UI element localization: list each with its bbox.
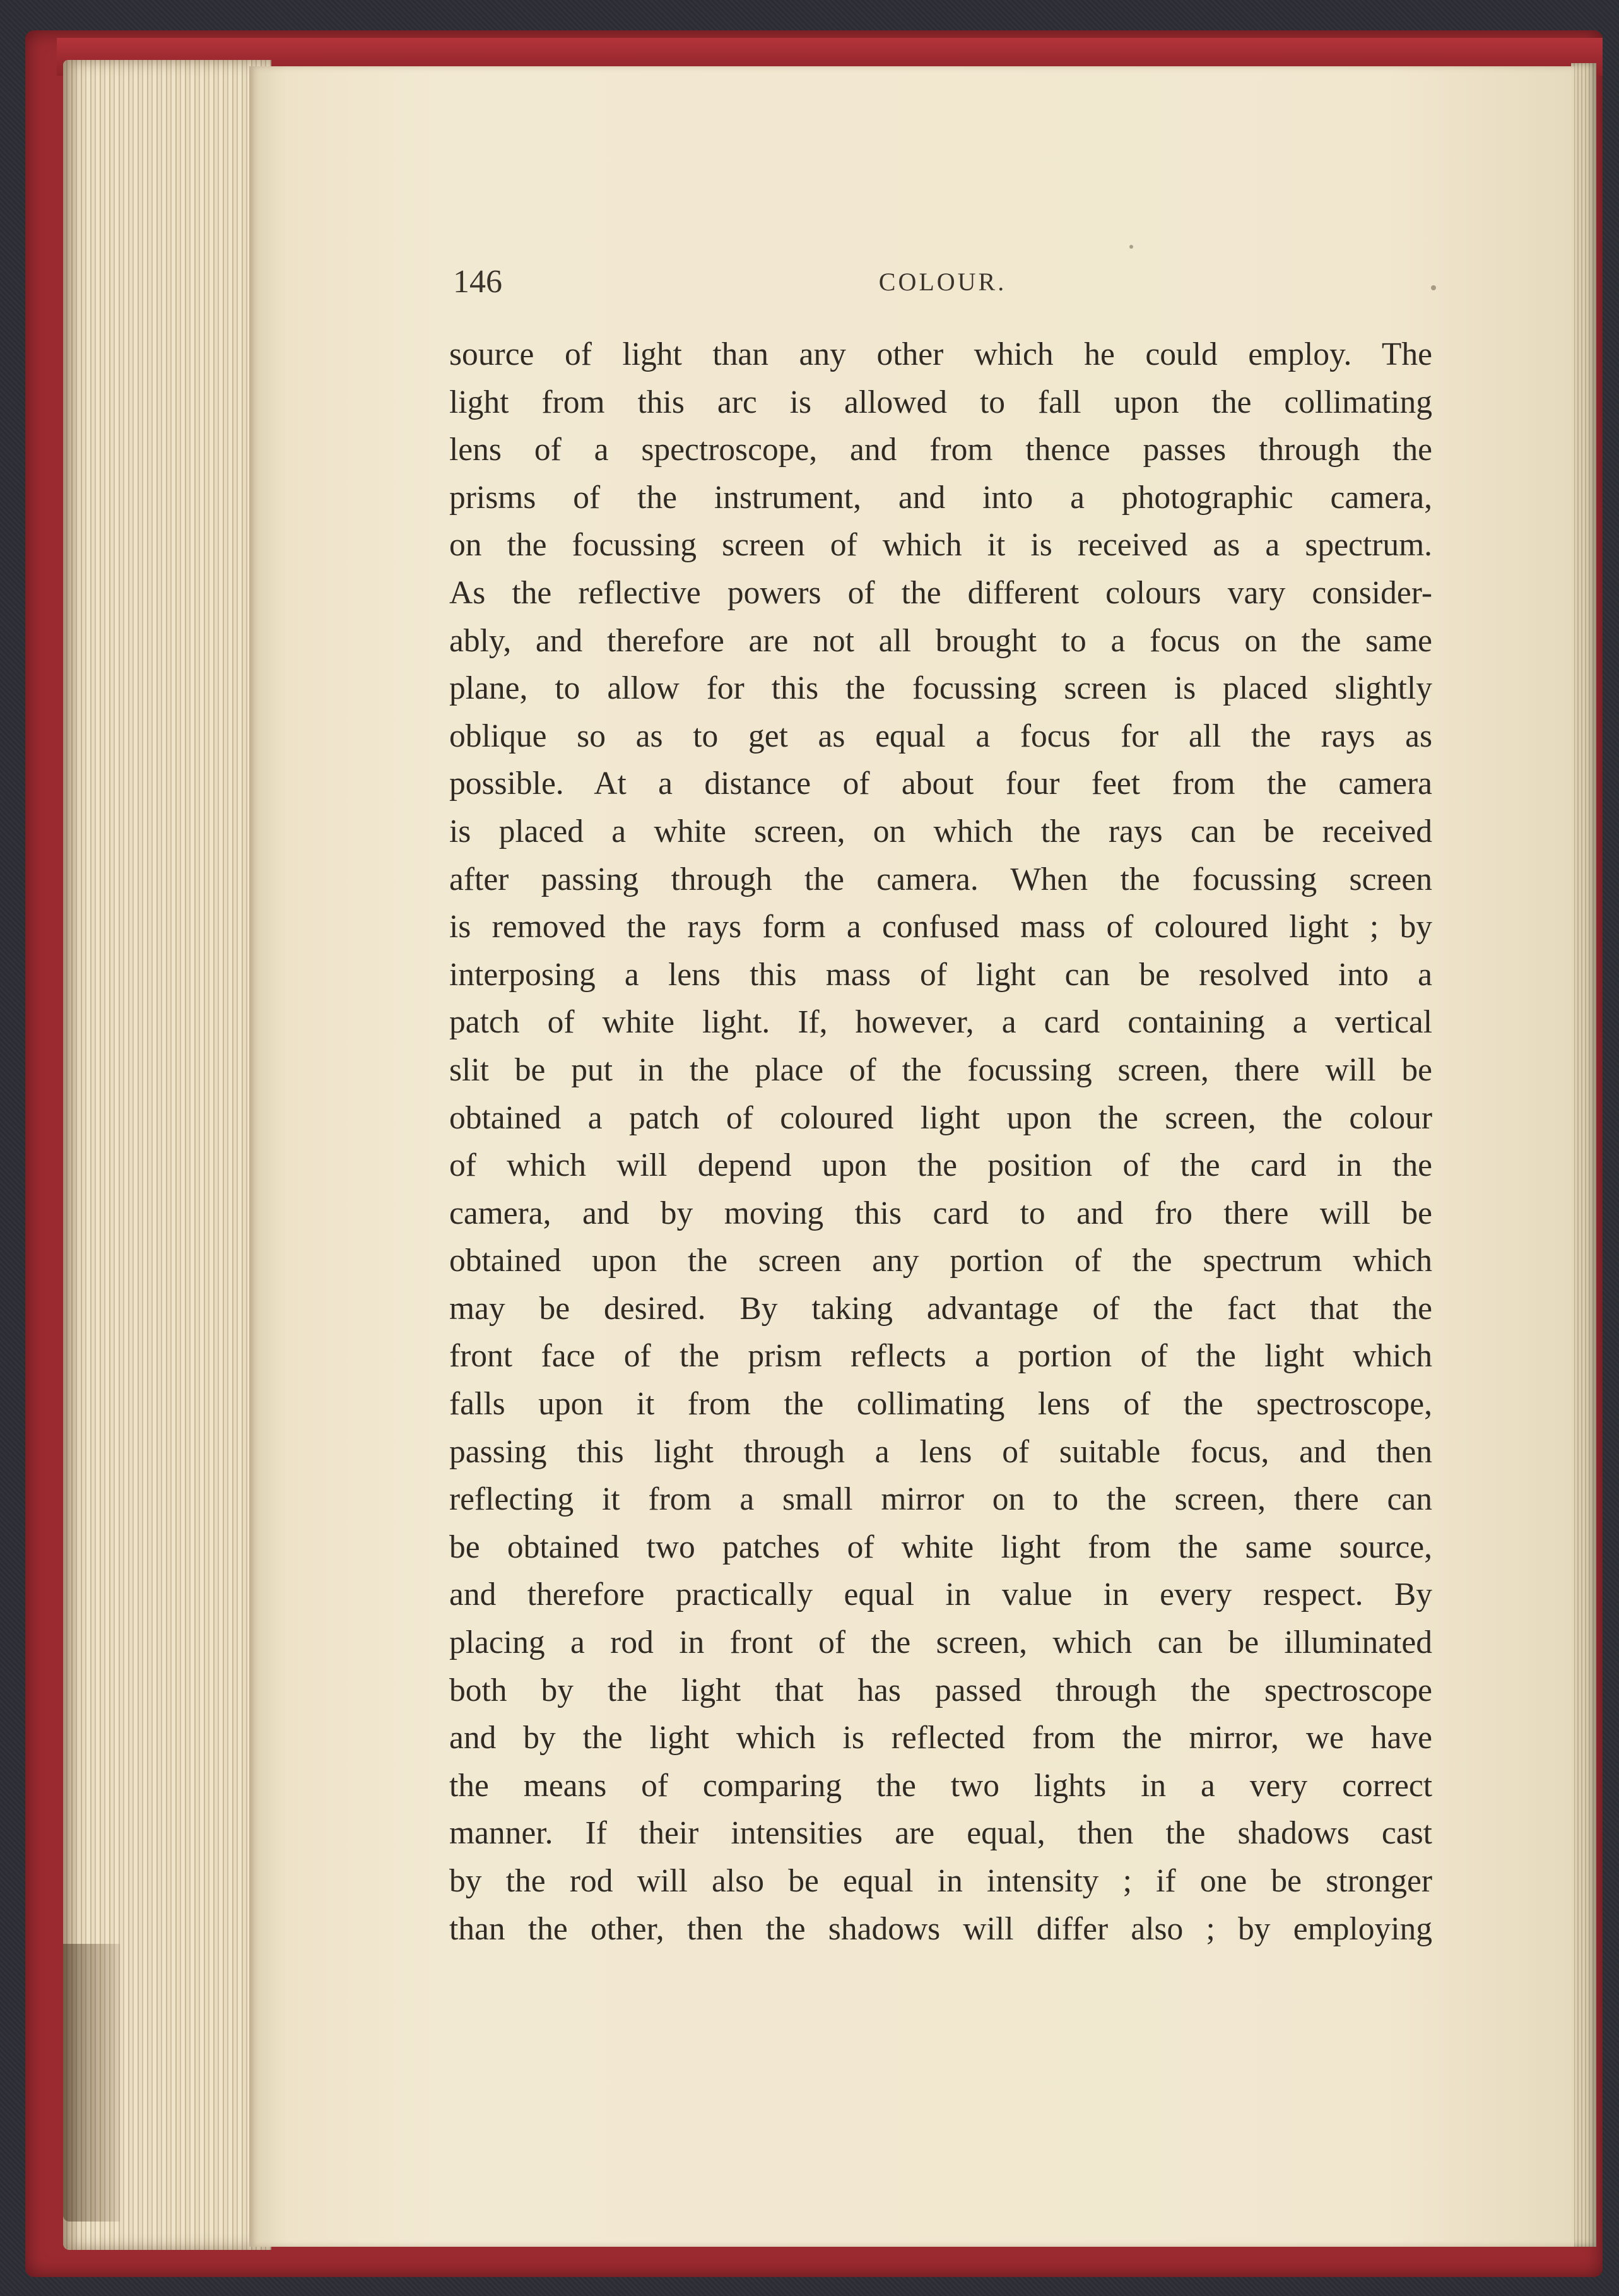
text-line: source of light than any other which he could employ. The	[449, 336, 1432, 372]
running-head: COLOUR.	[878, 268, 1007, 296]
text-line: obtained a patch of coloured light upon the screen, the colour	[449, 1099, 1432, 1136]
text-line: of which will depend upon the position of the card in the	[449, 1147, 1432, 1184]
text-line: manner. If their intensities are equal, then the shadows cast	[449, 1815, 1432, 1852]
body-text	[449, 331, 1432, 1953]
text-line: than the other, then the shadows will differ also ; by employing	[449, 1910, 1432, 1947]
text-line: by the rod will also be equal in intensity ; if one be stronger	[449, 1863, 1432, 1899]
text-line: is placed a white screen, on which the rays can be received	[449, 813, 1432, 849]
text-line: reflecting it from a small mirror on to the screen, there can	[449, 1481, 1432, 1518]
text-line: slit be put in the place of the focussing screen, there will be	[449, 1051, 1432, 1088]
text-line: on the focussing screen of which it is received as a spectrum.	[449, 527, 1432, 564]
text-line: ably, and therefore are not all brought to a focus on the same	[449, 622, 1432, 659]
text-line: As the reflective powers of the different colours vary consider-	[449, 574, 1432, 611]
text-line: plane, to allow for this the focussing screen is placed slightly	[449, 670, 1432, 707]
text-line: prisms of the instrument, and into a photographic camera,	[449, 479, 1432, 516]
page-edges	[63, 60, 271, 2250]
text-line: obtained upon the screen any portion of the spectrum which	[449, 1243, 1432, 1279]
text-line: camera, and by moving this card to and fro there will be	[449, 1195, 1432, 1231]
text-line: oblique so as to get as equal a focus for all the rays as	[449, 718, 1432, 754]
right-page-edge	[1571, 63, 1596, 2247]
text-line: the means of comparing the two lights in a very correct	[449, 1767, 1432, 1804]
text-line: possible. At a distance of about four feet from the camera	[449, 766, 1432, 802]
page-edge-stain	[63, 1944, 120, 2222]
text-line: be obtained two patches of white light from the same source,	[449, 1529, 1432, 1565]
text-line: and therefore practically equal in value in every respect. By	[449, 1577, 1432, 1613]
text-line: is removed the rays form a confused mass of coloured light ; by	[449, 909, 1432, 945]
text-line: passing this light through a lens of suitable focus, and then	[449, 1433, 1432, 1470]
text-line: and by the light which is reflected from the mirror, we have	[449, 1720, 1432, 1756]
page-header	[453, 260, 1432, 304]
text-line: light from this arc is allowed to fall upon the collimating	[449, 384, 1432, 420]
text-line: after passing through the camera. When the focussing screen	[449, 861, 1432, 897]
page-number: 146	[453, 264, 502, 300]
paper-speck	[1129, 245, 1133, 249]
text-line: may be desired. By taking advantage of the fact that the	[449, 1290, 1432, 1327]
text-line: patch of white light. If, however, a card containing a vertical	[449, 1004, 1432, 1041]
text-line: placing a rod in front of the screen, which can be illuminated	[449, 1624, 1432, 1661]
text-line: interposing a lens this mass of light can be resolved into a	[449, 956, 1432, 993]
text-line: front face of the prism reflects a portion of the light which	[449, 1338, 1432, 1375]
text-line: both by the light that has passed through the spectroscope	[449, 1672, 1432, 1708]
text-line: lens of a spectroscope, and from thence passes through the	[449, 432, 1432, 468]
text-line: falls upon it from the collimating lens of the spectroscope,	[449, 1386, 1432, 1423]
